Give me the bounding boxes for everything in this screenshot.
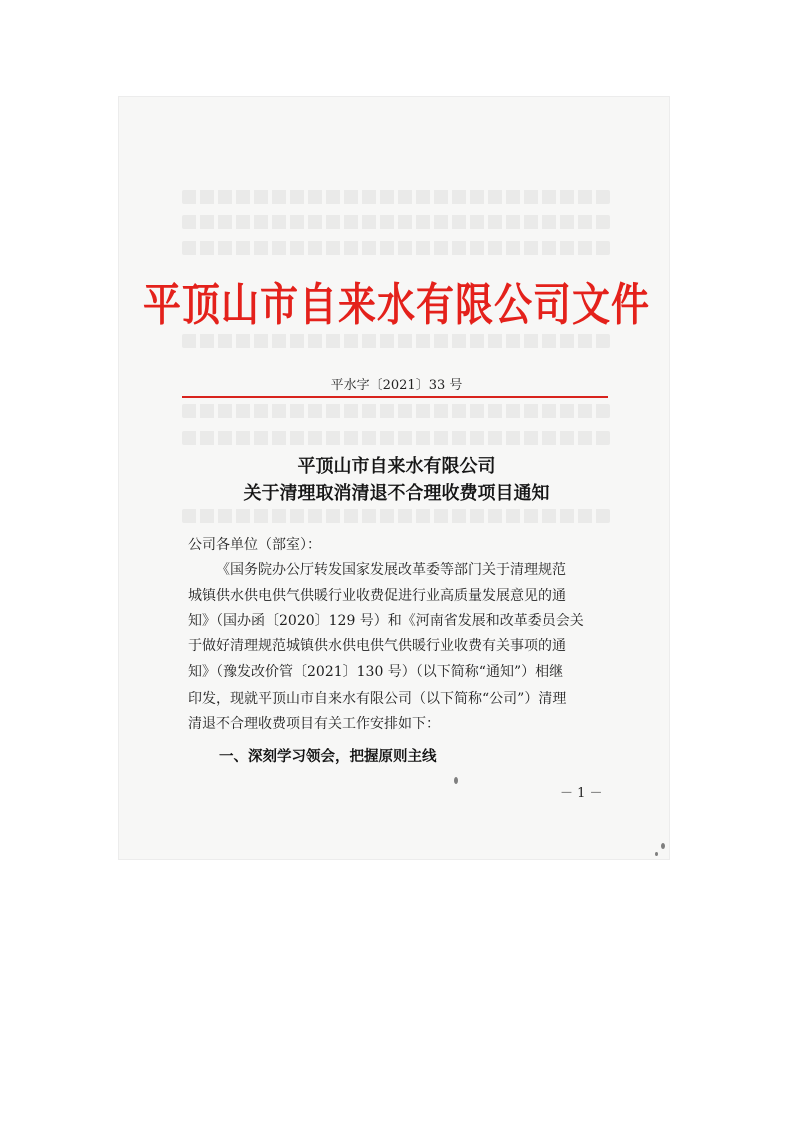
scan-speck	[655, 852, 658, 856]
show-through-text	[182, 215, 610, 229]
scan-speck	[661, 843, 665, 849]
show-through-text	[182, 404, 610, 418]
show-through-text	[182, 431, 610, 445]
body-paragraph-line: 知》（国办函〔2020〕129 号）和《河南省发展和改革委员会关	[188, 613, 584, 629]
notice-title-line-1: 平顶山市自来水有限公司	[297, 456, 496, 477]
body-paragraph-line: 知》（豫发改价管〔2021〕130 号）（以下简称“通知”）相继	[188, 664, 564, 680]
document-number: 平水字〔2021〕33 号	[330, 378, 463, 393]
body-paragraph-line: 印发，现就平顶山市自来水有限公司（以下简称“公司”）清理	[188, 691, 567, 707]
red-separator-line	[182, 396, 608, 398]
body-paragraph-line: 《国务院办公厅转发国家发展改革委等部门关于清理规范	[216, 562, 566, 578]
section-heading: 一、深刻学习领会，把握原则主线	[219, 748, 437, 765]
scan-speck	[454, 777, 458, 784]
document-header-title: 平顶山市自来水有限公司文件	[142, 278, 650, 331]
show-through-text	[182, 509, 610, 523]
body-paragraph-line: 清退不合理收费项目有关工作安排如下：	[188, 716, 440, 732]
notice-title-line-2: 关于清理取消清退不合理收费项目通知	[243, 483, 550, 504]
show-through-text	[182, 334, 610, 348]
page-number: － 1 －	[560, 786, 603, 801]
show-through-text	[182, 190, 610, 204]
salutation: 公司各单位（部室）：	[188, 537, 321, 553]
body-paragraph-line: 于做好清理规范城镇供水供电供气供暖行业收费有关事项的通	[188, 638, 566, 654]
show-through-text	[182, 241, 610, 255]
body-paragraph-line: 城镇供水供电供气供暖行业收费促进行业高质量发展意见的通	[188, 588, 566, 604]
